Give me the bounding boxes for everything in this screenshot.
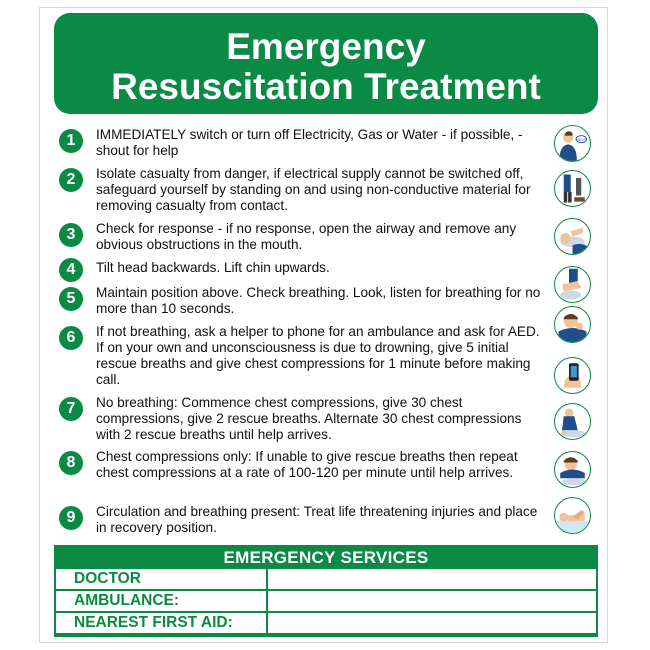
es-row-ambulance: [56, 591, 596, 613]
isolate-casualty-icon: [554, 170, 591, 207]
es-label-first-aid: NEAREST FIRST AID:: [56, 613, 266, 633]
title-line-2: Resuscitation Treatment: [111, 66, 541, 107]
step-text: Chest compressions only: If unable to give rescue breaths then repeat chest compressions at a rate of 100-120 per minute until help arrives.: [96, 449, 518, 480]
tilt-head-icon: [554, 266, 591, 303]
step-number: 9: [59, 506, 83, 530]
es-field-first-aid[interactable]: [268, 613, 596, 633]
chest-compressions-icon: [554, 403, 591, 440]
check-response-icon: [554, 218, 591, 255]
step-number: 6: [59, 326, 83, 350]
step-text: If not breathing, ask a helper to phone for an ambulance and ask for AED. If on your own and unconsciousness is due to drowning, give 5 initial rescue breaths and give chest compressions for 1 minute before making call.: [96, 324, 540, 387]
es-label-ambulance: AMBULANCE:: [56, 591, 266, 611]
step-number: 8: [59, 451, 83, 475]
step-number: 4: [59, 258, 83, 282]
step-number: 1: [59, 129, 83, 153]
emergency-services-header: EMERGENCY SERVICES: [223, 548, 429, 567]
step-text: Check for response - if no response, open the airway and remove any obvious obstructions in the mouth.: [96, 221, 517, 252]
phone-ambulance-icon: [554, 357, 591, 394]
step-number: 2: [59, 168, 83, 192]
es-label-doctor: DOCTOR: [56, 569, 266, 589]
shout-help-icon: [554, 125, 591, 162]
check-breathing-icon: [554, 306, 591, 343]
step-number: 5: [59, 287, 83, 311]
es-row-first-aid: [56, 613, 596, 635]
emergency-services-table: [54, 545, 598, 637]
step-text: No breathing: Commence chest compressions, give 30 chest compressions, give 2 rescue breaths. Alternate 30 chest compressions with 2 rescue breaths until help arrives.: [96, 395, 522, 442]
es-field-doctor[interactable]: [268, 569, 596, 589]
title-banner: [54, 13, 598, 114]
step-text: Maintain position above. Check breathing. Look, listen for breathing for no more than 10 seconds.: [96, 285, 541, 316]
step-text: IMMEDIATELY switch or turn off Electricity, Gas or Water - if possible, - shout for help: [96, 127, 523, 158]
step-number: 3: [59, 223, 83, 247]
es-field-ambulance[interactable]: [268, 591, 596, 611]
step-text: Circulation and breathing present: Treat life threatening injuries and place in recovery position.: [96, 504, 538, 535]
help-bubble-text: HELP: [576, 137, 586, 142]
step-text: Tilt head backwards. Lift chin upwards.: [96, 260, 330, 275]
step-number: 7: [59, 397, 83, 421]
rescue-breath-icon: [554, 451, 591, 488]
title-line-1: Emergency: [226, 26, 426, 67]
recovery-position-icon: [554, 497, 591, 534]
es-row-doctor: [56, 569, 596, 591]
step-text: Isolate casualty from danger, if electrical supply cannot be switched off, safeguard yourself by standing on and using non-conductive material for removing casualty from contact.: [96, 166, 531, 213]
